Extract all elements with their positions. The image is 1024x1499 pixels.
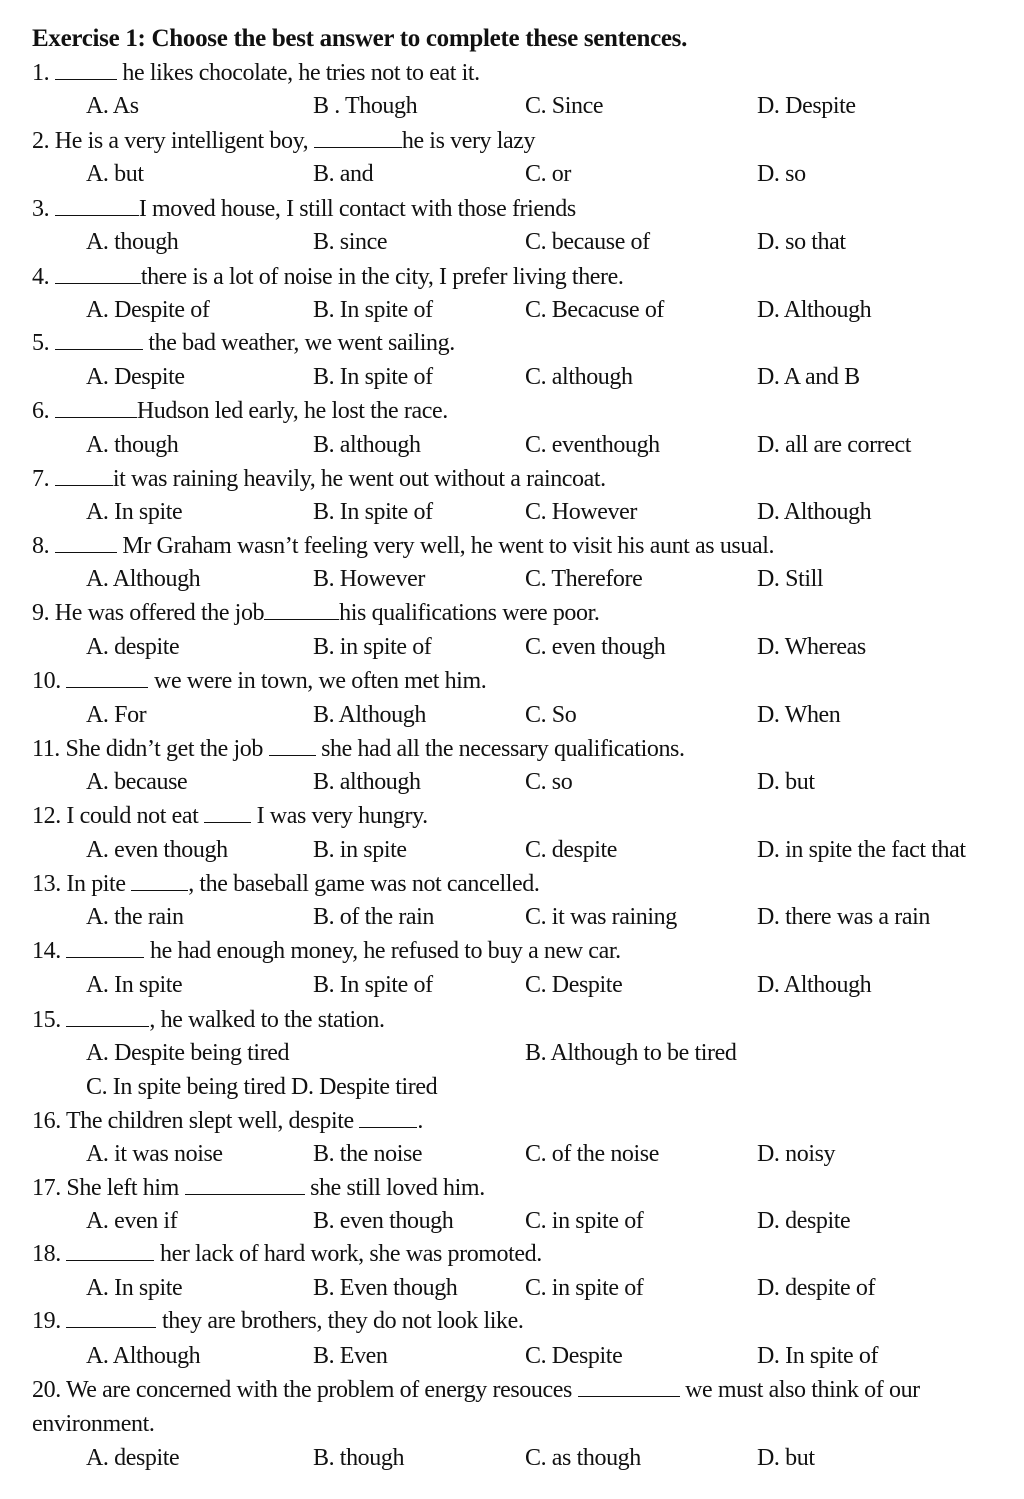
question-6 xyxy=(32,398,448,425)
answer-option-a[interactable]: A. Despite being tired xyxy=(86,1040,290,1066)
answer-blank xyxy=(66,1008,149,1027)
answer-option-a[interactable]: A. because xyxy=(86,769,188,795)
answer-option-d[interactable]: D. When xyxy=(757,702,841,728)
question-text-start: 13. In pite xyxy=(32,871,132,897)
question-text-start: 18. xyxy=(32,1241,67,1267)
answer-option-b[interactable]: B. the noise xyxy=(313,1141,423,1167)
question-text-start: 10. xyxy=(32,668,67,694)
question-11 xyxy=(32,736,685,763)
answer-option-c[interactable]: C. in spite of xyxy=(525,1275,644,1301)
answer-option-c[interactable]: C. despite xyxy=(525,837,617,863)
answer-option-b[interactable]: B. Even though xyxy=(313,1275,458,1301)
answer-option-c[interactable]: C. in spite of xyxy=(525,1208,644,1234)
question-text-start: 6. xyxy=(32,398,55,424)
answer-blank xyxy=(185,1176,305,1195)
question-text-end: he is very lazy xyxy=(401,128,536,154)
question-text-end: she still loved him. xyxy=(304,1175,485,1201)
question-text-start: 16. The children slept well, despite xyxy=(32,1108,360,1134)
answer-option-b[interactable]: B. In spite of xyxy=(313,297,433,323)
answer-blank xyxy=(55,265,141,284)
question-text-start: 17. She left him xyxy=(32,1175,185,1201)
answer-option-c[interactable]: C. it was raining xyxy=(525,904,677,930)
question-text-start: 12. I could not eat xyxy=(32,803,204,829)
answer-option-c[interactable]: C. although xyxy=(525,364,633,390)
answer-option-c[interactable]: C. so xyxy=(525,769,573,795)
question-9 xyxy=(32,600,600,627)
question-14 xyxy=(32,938,621,965)
question-text-end: I moved house, I still contact with those friends xyxy=(138,196,576,222)
question-15 xyxy=(32,1007,385,1034)
answer-option-d[interactable]: D. noisy xyxy=(757,1141,836,1167)
answer-option-c[interactable]: C. Despite xyxy=(525,1343,623,1369)
answer-blank xyxy=(314,129,402,148)
answer-option-a[interactable]: A. even if xyxy=(86,1208,178,1234)
answer-option-a[interactable]: A. Although xyxy=(86,566,201,592)
question-16 xyxy=(32,1108,423,1135)
answer-option-a[interactable]: A. though xyxy=(86,432,179,458)
question-8 xyxy=(32,533,774,560)
answer-blank xyxy=(578,1378,680,1397)
question-2 xyxy=(32,128,535,155)
answer-option-c[interactable]: C. because of xyxy=(525,229,650,255)
answer-option-c[interactable]: C. So xyxy=(525,702,577,728)
question-text-start: 7. xyxy=(32,466,55,492)
question-text-start: 8. xyxy=(32,533,55,559)
question-20 xyxy=(32,1377,920,1404)
question-5 xyxy=(32,330,455,357)
answer-option-d[interactable]: D. despite xyxy=(757,1208,851,1234)
answer-option-b[interactable]: B. In spite of xyxy=(313,499,433,525)
answer-option-c[interactable]: C. eventhough xyxy=(525,432,660,458)
answer-option-d[interactable]: D. A and B xyxy=(757,364,860,390)
question-text-end: Hudson led early, he lost the race. xyxy=(136,398,448,424)
answer-option-b[interactable]: B. In spite of xyxy=(313,364,433,390)
answer-option-d[interactable]: D. so xyxy=(757,161,806,187)
answer-option-a[interactable]: A. though xyxy=(86,229,179,255)
answer-option-d[interactable]: D. Although xyxy=(757,972,872,998)
answer-option-a[interactable]: A. Despite xyxy=(86,364,185,390)
answer-option-c[interactable]: C. as though xyxy=(525,1445,641,1471)
answer-blank xyxy=(55,197,139,216)
question-text-end: it was raining heavily, he went out without a raincoat. xyxy=(112,466,606,492)
answer-blank xyxy=(66,1242,154,1261)
question-4 xyxy=(32,264,624,291)
answer-option-a[interactable]: A. Despite of xyxy=(86,297,210,323)
answer-option-b[interactable]: B. although xyxy=(313,769,421,795)
answer-blank xyxy=(55,399,137,418)
answer-option-a[interactable]: A. As xyxy=(86,93,139,119)
answer-option-a[interactable]: A. despite xyxy=(86,1445,180,1471)
answer-blank xyxy=(55,61,117,80)
question-text-end: they are brothers, they do not look like. xyxy=(156,1308,524,1334)
question-text-end: his qualifications were poor. xyxy=(339,600,600,626)
question-text-end: . xyxy=(417,1108,423,1134)
question-text-end: we were in town, we often met him. xyxy=(148,668,487,694)
answer-option-b[interactable]: B . Though xyxy=(313,93,418,119)
answer-option-d[interactable]: D. Whereas xyxy=(757,634,866,660)
question-text-start: 15. xyxy=(32,1007,67,1033)
question-3 xyxy=(32,196,576,223)
question-text-start: 1. xyxy=(32,60,55,86)
answer-option-a[interactable]: A. In spite xyxy=(86,499,183,525)
question-text-end: Mr Graham wasn’t feeling very well, he went to visit his aunt as usual. xyxy=(116,533,775,559)
question-text-start: 19. xyxy=(32,1308,67,1334)
answer-option-b[interactable]: B. Although to be tired xyxy=(525,1040,737,1066)
answer-blank xyxy=(55,467,113,486)
answer-option-a[interactable]: A. In spite xyxy=(86,972,183,998)
answer-option-b[interactable]: B. although xyxy=(313,432,421,458)
question-text-start: 3. xyxy=(32,196,55,222)
answer-option-d[interactable]: D. all are correct xyxy=(757,432,912,458)
answer-option-a[interactable]: A. but xyxy=(86,161,144,187)
question-text-start: 14. xyxy=(32,938,67,964)
question-text-end: there is a lot of noise in the city, I prefer living there. xyxy=(140,264,624,290)
question-text-continued: environment. xyxy=(32,1411,155,1437)
answer-option-d[interactable]: D. In spite of xyxy=(757,1343,879,1369)
question-text-end: she had all the necessary qualifications. xyxy=(315,736,685,762)
answer-blank xyxy=(269,737,316,756)
answer-blank xyxy=(359,1109,417,1128)
question-text-end: the bad weather, we went sailing. xyxy=(142,330,455,356)
question-text-end: , the baseball game was not cancelled. xyxy=(188,871,540,897)
answer-option-d[interactable]: D. Although xyxy=(757,297,872,323)
answer-option-d[interactable]: D. Although xyxy=(757,499,872,525)
answer-option-d[interactable]: D. but xyxy=(757,1445,815,1471)
answer-option-b[interactable]: B. though xyxy=(313,1445,405,1471)
question-19 xyxy=(32,1308,524,1335)
answer-option-d[interactable]: D. but xyxy=(757,769,815,795)
question-text-start: 11. She didn’t get the job xyxy=(32,736,269,762)
answer-option-c[interactable]: C. or xyxy=(525,161,572,187)
answer-option-d[interactable]: D. despite of xyxy=(757,1275,876,1301)
answer-option-a[interactable]: A. despite xyxy=(86,634,180,660)
question-text-start: 20. We are concerned with the problem of energy resouces xyxy=(32,1377,578,1403)
answer-option-a[interactable]: A. even though xyxy=(86,837,228,863)
question-18 xyxy=(32,1241,542,1268)
answer-option-b[interactable]: B. Even xyxy=(313,1343,388,1369)
question-text-end: he likes chocolate, he tries not to eat it. xyxy=(116,60,480,86)
answer-option-c[interactable]: C. Becacuse of xyxy=(525,297,665,323)
answer-option-c[interactable]: C. of the noise xyxy=(525,1141,659,1167)
answer-blank xyxy=(55,534,117,553)
question-text-end: he had enough money, he refused to buy a new car. xyxy=(144,938,621,964)
answer-option-d[interactable]: D. there was a rain xyxy=(757,904,930,930)
question-17 xyxy=(32,1175,485,1202)
answer-option-a[interactable]: A. For xyxy=(86,702,147,728)
answer-option-b[interactable]: B. and xyxy=(313,161,374,187)
answer-option-b[interactable]: B. of the rain xyxy=(313,904,435,930)
answer-blank xyxy=(55,331,143,350)
answer-option-c[interactable]: C. In spite being tired D. Despite tired xyxy=(86,1074,438,1100)
answer-blank xyxy=(66,939,144,958)
answer-option-b[interactable]: B. even though xyxy=(313,1208,454,1234)
question-text-end: we must also think of our xyxy=(679,1377,920,1403)
answer-blank xyxy=(204,804,251,823)
answer-blank xyxy=(66,1309,156,1328)
answer-option-b[interactable]: B. in spite of xyxy=(313,634,432,660)
answer-option-b[interactable]: B. However xyxy=(313,566,425,592)
question-text-start: 9. He was offered the job xyxy=(32,600,265,626)
answer-option-a[interactable]: A. Although xyxy=(86,1343,201,1369)
answer-option-d[interactable]: D. in spite the fact that xyxy=(757,837,966,863)
answer-option-d[interactable]: D. Despite xyxy=(757,93,856,119)
answer-option-b[interactable]: B. In spite of xyxy=(313,972,433,998)
question-text-end: her lack of hard work, she was promoted. xyxy=(154,1241,542,1267)
question-10 xyxy=(32,668,486,695)
question-text-start: 4. xyxy=(32,264,55,290)
answer-option-b[interactable]: B. since xyxy=(313,229,388,255)
answer-blank xyxy=(264,601,339,620)
answer-option-c[interactable]: C. However xyxy=(525,499,637,525)
answer-option-d[interactable]: D. so that xyxy=(757,229,846,255)
answer-option-c[interactable]: C. Despite xyxy=(525,972,623,998)
answer-option-b[interactable]: B. Although xyxy=(313,702,426,728)
answer-option-a[interactable]: A. the rain xyxy=(86,904,184,930)
answer-option-c[interactable]: C. Therefore xyxy=(525,566,643,592)
exercise-title: Exercise 1: Choose the best answer to complete these sentences. xyxy=(32,25,688,52)
question-1 xyxy=(32,60,480,87)
answer-blank xyxy=(66,669,148,688)
question-text-start: 2. He is a very intelligent boy, xyxy=(32,128,314,154)
question-text-end: I was very hungry. xyxy=(250,803,428,829)
answer-option-d[interactable]: D. Still xyxy=(757,566,824,592)
answer-option-c[interactable]: C. even though xyxy=(525,634,666,660)
question-13 xyxy=(32,871,540,898)
answer-option-a[interactable]: A. it was noise xyxy=(86,1141,223,1167)
question-7 xyxy=(32,466,606,493)
question-text-end: , he walked to the station. xyxy=(149,1007,385,1033)
answer-blank xyxy=(131,872,188,891)
answer-option-b[interactable]: B. in spite xyxy=(313,837,407,863)
answer-option-a[interactable]: A. In spite xyxy=(86,1275,183,1301)
answer-option-c[interactable]: C. Since xyxy=(525,93,604,119)
question-text-start: 5. xyxy=(32,330,55,356)
question-12 xyxy=(32,803,428,830)
